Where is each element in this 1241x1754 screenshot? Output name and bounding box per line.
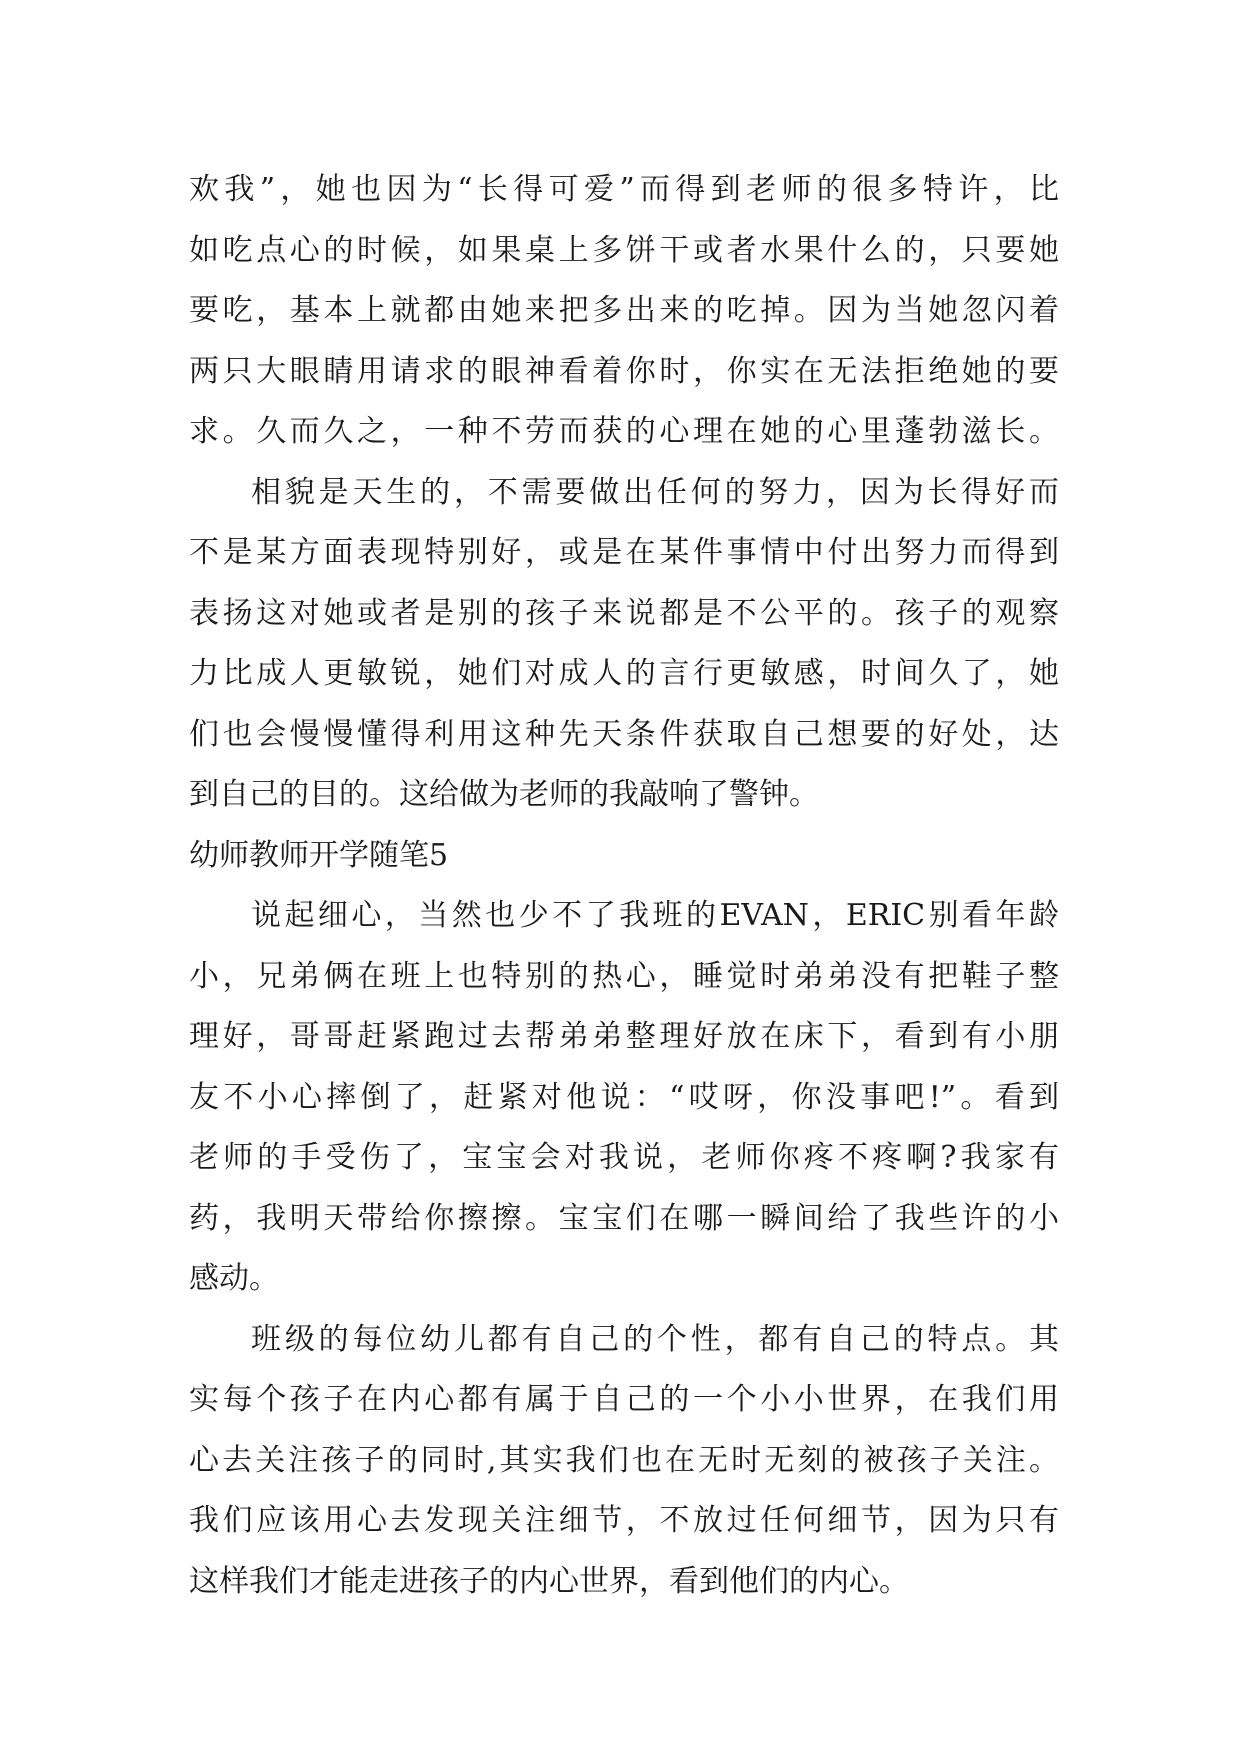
text-line: 到自己的目的。这给做为老师的我敲响了警钟。 <box>189 777 819 812</box>
text-line: 药，我明天带给你擦擦。宝宝们在哪一瞬间给了我些许的小 <box>189 1200 1059 1236</box>
text-line: 说起细心，当然也少不了我班的EVAN，ERIC别看年龄 <box>251 898 1059 933</box>
paragraph-3 <box>189 886 1059 1310</box>
text-line: 心去关注孩子的同时,其实我们也在无时无刻的被孩子关注。 <box>189 1442 1059 1478</box>
text-line: 理好，哥哥赶紧跑过去帮弟弟整理好放在床下，看到有小朋 <box>189 1019 1059 1054</box>
text-line: 小，兄弟俩在班上也特别的热心，睡觉时弟弟没有把鞋子整 <box>189 958 1059 994</box>
text-line: 我们应该用心去发现关注细节，不放过任何细节，因为只有 <box>189 1503 1059 1538</box>
text-line: 实每个孩子在内心都有属于自己的一个小小世界，在我们用 <box>189 1382 1059 1417</box>
text-line: 老师的手受伤了，宝宝会对我说，老师你疼不疼啊?我家有 <box>189 1140 1059 1175</box>
text-line: 力比成人更敏锐，她们对成人的言行更敏感，时间久了，她 <box>189 656 1059 691</box>
text-line: 如吃点心的时候，如果桌上多饼干或者水果什么的，只要她 <box>189 232 1059 268</box>
text-line: 这样我们才能走进孩子的内心世界，看到他们的内心。 <box>189 1563 909 1599</box>
text-line: 不是某方面表现特别好，或是在某件事情中付出努力而得到 <box>189 535 1059 570</box>
text-line: 欢我”，她也因为“长得可爱”而得到老师的很多特许，比 <box>189 172 1059 207</box>
text-line: 相貌是天生的，不需要做出任何的努力，因为长得好而 <box>251 474 1059 510</box>
paragraph-1 <box>189 160 1059 463</box>
text-line: 们也会慢慢懂得利用这种先天条件获取自己想要的好处，达 <box>189 716 1059 752</box>
paragraph-4 <box>189 1310 1059 1613</box>
text-line: 表扬这对她或者是别的孩子来说都是不公平的。孩子的观察 <box>189 595 1059 631</box>
text-line: 两只大眼睛用请求的眼神看着你时，你实在无法拒绝她的要 <box>189 353 1059 389</box>
paragraph-2 <box>189 463 1059 826</box>
text-line: 求。久而久之，一种不劳而获的心理在她的心里蓬勃滋长。 <box>189 414 1059 449</box>
document-body <box>189 160 1059 1612</box>
section-heading: 幼师教师开学随笔5 <box>189 837 449 873</box>
text-line: 友不小心摔倒了，赶紧对他说：“哎呀，你没事吧!”。看到 <box>189 1079 1059 1115</box>
text-line: 感动。 <box>189 1261 279 1296</box>
text-line: 要吃，基本上就都由她来把多出来的吃掉。因为当她忽闪着 <box>189 293 1059 328</box>
text-line: 班级的每位幼儿都有自己的个性，都有自己的特点。其 <box>251 1321 1059 1357</box>
